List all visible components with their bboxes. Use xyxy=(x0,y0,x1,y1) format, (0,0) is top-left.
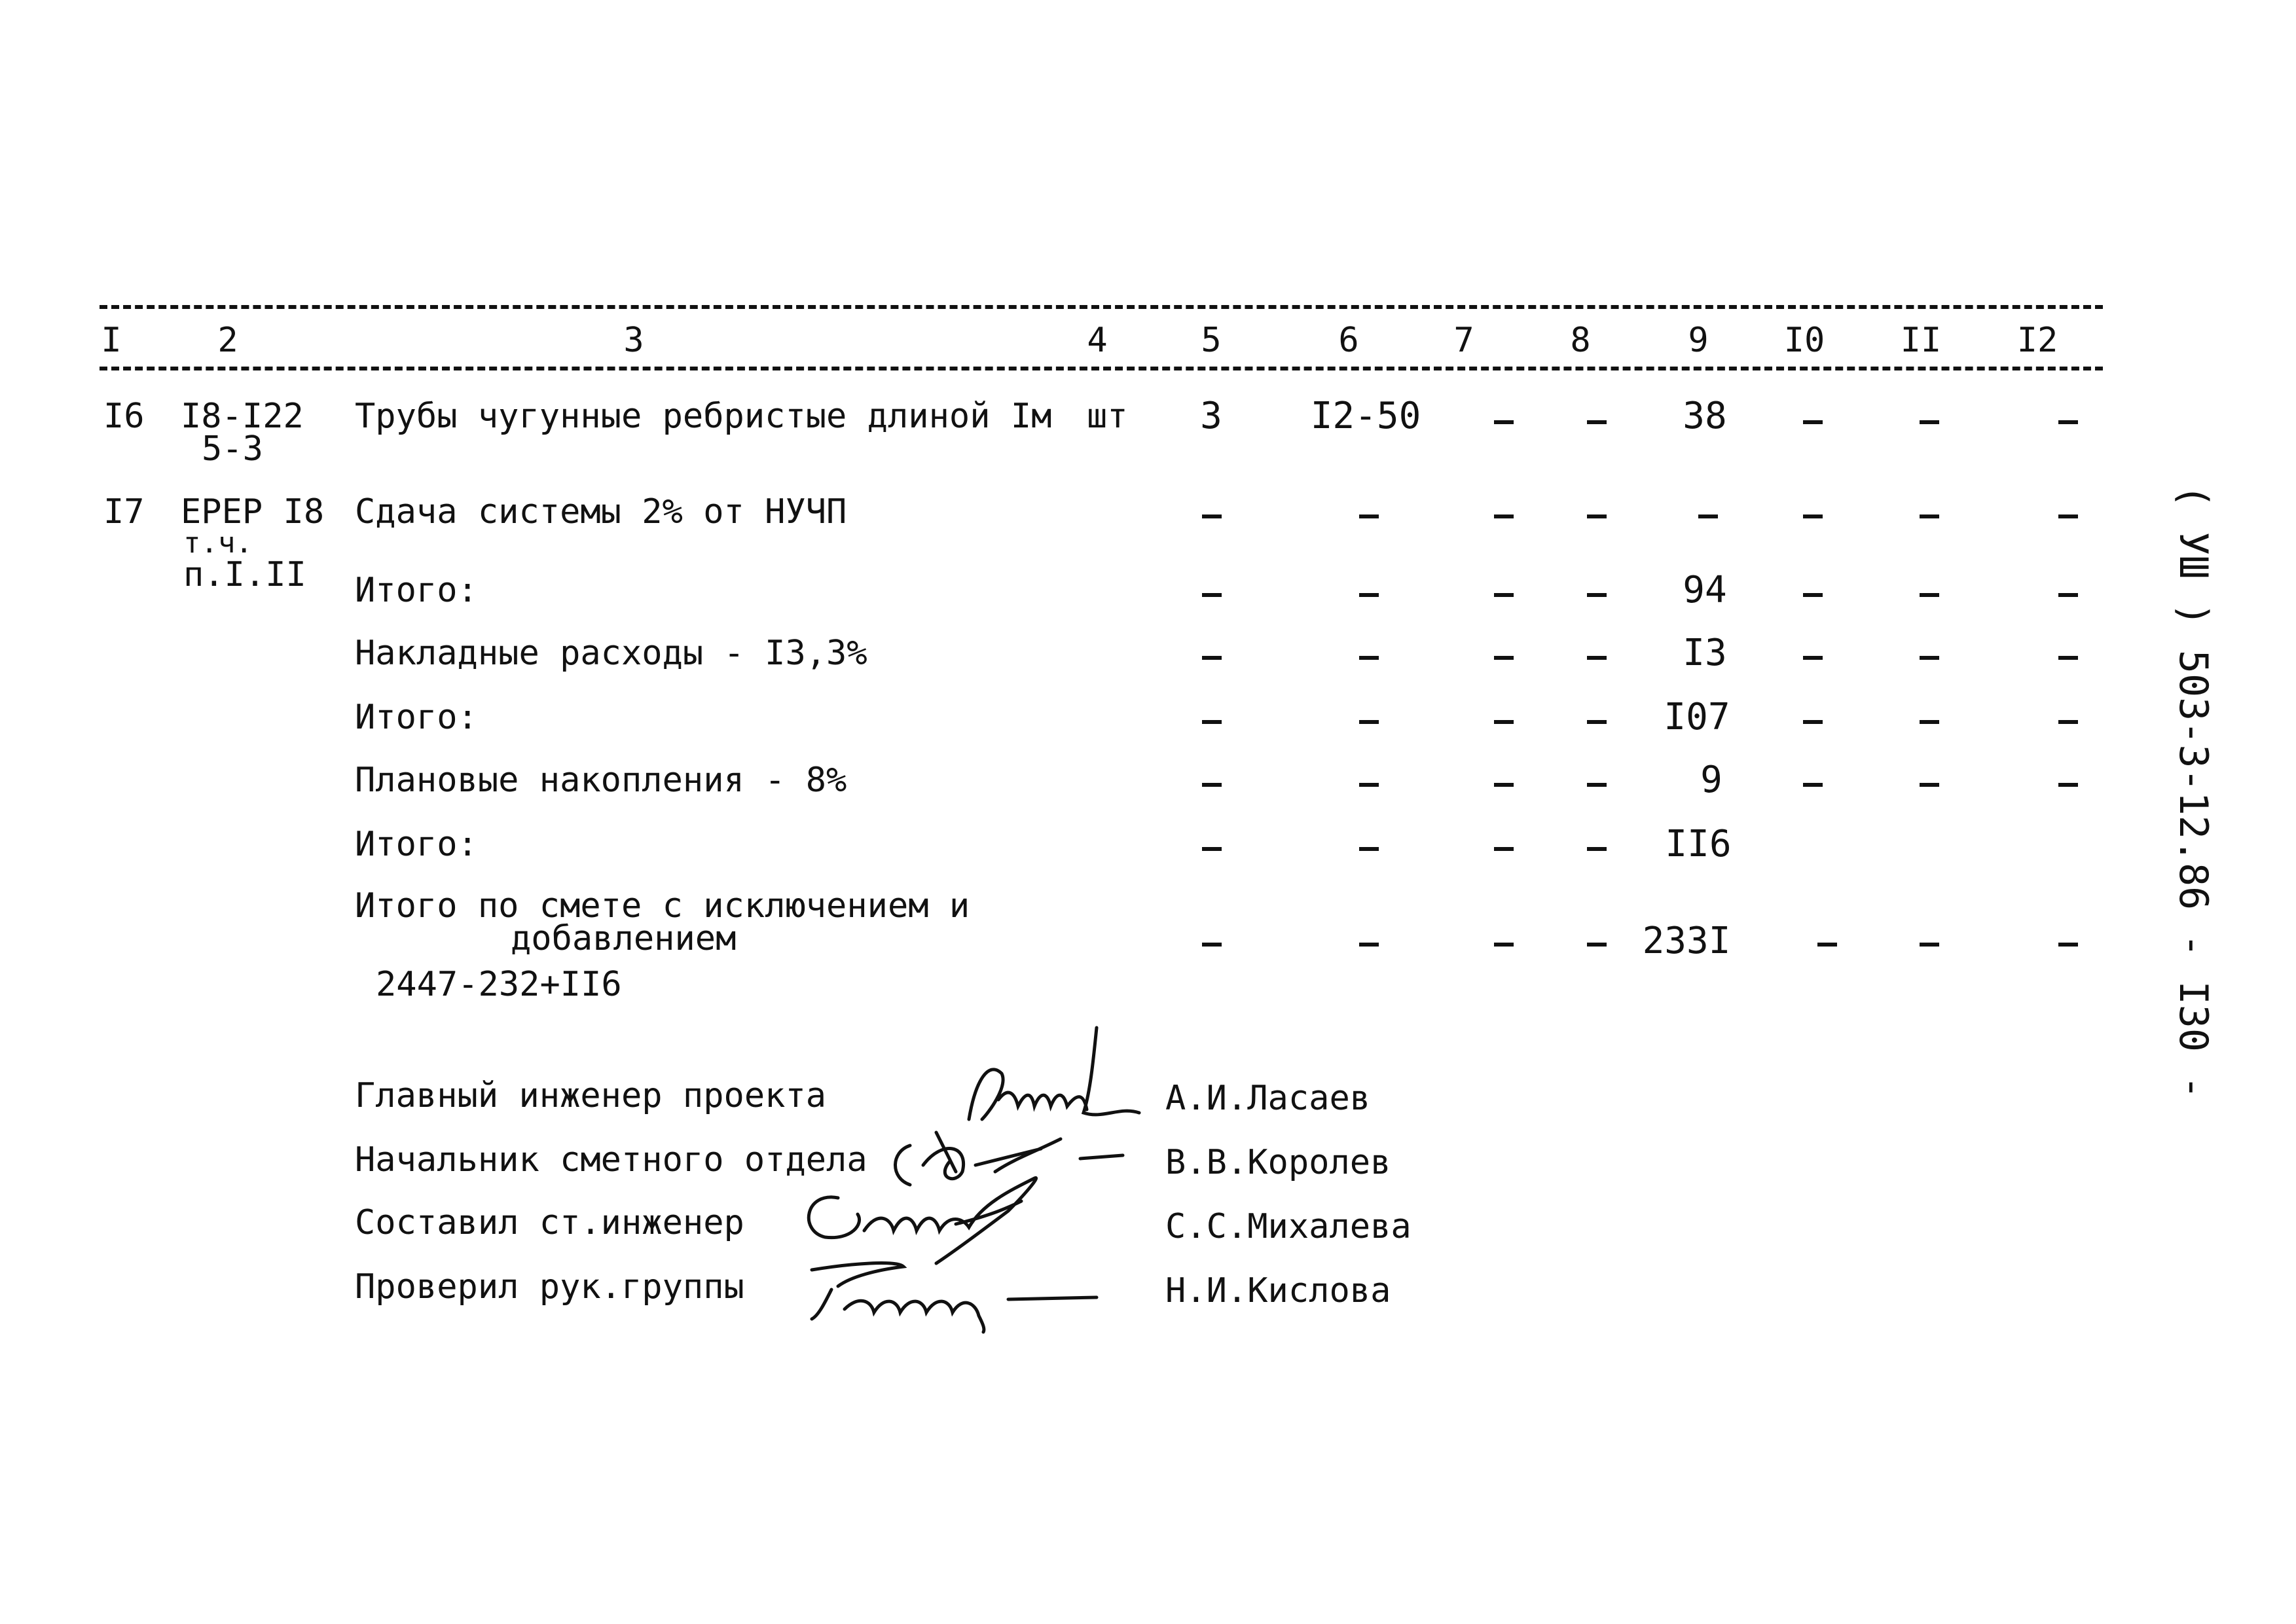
signer-name: Н.И.Кислова xyxy=(1165,1271,1391,1310)
dash-c5 xyxy=(1202,783,1222,787)
dash-c7 xyxy=(1494,656,1514,660)
dash-c8 xyxy=(1587,943,1607,947)
dash-c7 xyxy=(1494,593,1514,597)
summary-value: I07 xyxy=(1664,696,1730,738)
signer-title: Составил ст.инженер xyxy=(355,1203,744,1242)
dash-c5 xyxy=(1202,943,1222,947)
dash-c10 xyxy=(1803,720,1823,724)
signer-title: Проверил рук.группы xyxy=(355,1267,744,1307)
signer-name: В.В.Королев xyxy=(1165,1143,1391,1182)
summary-value: II6 xyxy=(1665,823,1732,865)
summary-value: I3 xyxy=(1683,632,1727,674)
row-name: Трубы чугунные ребристые длиной Iм xyxy=(355,397,1052,436)
header-top-rule xyxy=(100,305,2103,309)
row-code-sub: т.ч. xyxy=(183,526,253,560)
row-code: I8-I22 xyxy=(181,397,304,436)
dash-c12 xyxy=(2058,593,2078,597)
col-header-7: 7 xyxy=(1453,321,1474,360)
dash-c10 xyxy=(1803,656,1823,660)
side-mark xyxy=(2141,484,2246,1100)
dash-c11 xyxy=(1920,720,1939,724)
dash-c7 xyxy=(1494,847,1514,851)
col-header-1: I xyxy=(101,321,122,360)
row-number: I6 xyxy=(103,397,145,436)
col-header-9: 9 xyxy=(1688,321,1709,360)
dash-c5 xyxy=(1202,656,1222,660)
dash-c7 xyxy=(1494,514,1514,518)
total-label: Итого по смете с исключением и xyxy=(355,886,970,926)
row-code-sub2: п.I.II xyxy=(183,555,306,594)
dash-c12 xyxy=(2058,720,2078,724)
dash-c7 xyxy=(1494,720,1514,724)
dash-c11 xyxy=(1920,420,1939,424)
signer-title: Начальник сметного отдела xyxy=(355,1140,867,1180)
dash-c7 xyxy=(1494,943,1514,947)
dash-c5 xyxy=(1202,720,1222,724)
row-qty: 3 xyxy=(1200,395,1222,437)
summary-value: 9 xyxy=(1700,759,1722,801)
dash-c7 xyxy=(1494,420,1514,424)
summary-label: Итого: xyxy=(355,825,478,864)
dash-c6 xyxy=(1359,847,1379,851)
dash-c6 xyxy=(1359,720,1379,724)
dash-c10 xyxy=(1803,593,1823,597)
dash-c8 xyxy=(1587,720,1607,724)
summary-label: Плановые накопления - 8% xyxy=(355,761,847,800)
dash-c5 xyxy=(1202,593,1222,597)
total-value: 233I xyxy=(1642,920,1731,962)
col-header-10: I0 xyxy=(1783,321,1825,360)
signer-name: А.И.Ласаев xyxy=(1165,1079,1371,1118)
dash-c12 xyxy=(2058,420,2078,424)
col-header-6: 6 xyxy=(1338,321,1359,360)
summary-label: Итого: xyxy=(355,698,478,737)
dash-c9 xyxy=(1698,514,1718,518)
dash-c6 xyxy=(1359,593,1379,597)
col-header-8: 8 xyxy=(1570,321,1591,360)
dash-c8 xyxy=(1587,420,1607,424)
col-header-12: I2 xyxy=(2016,321,2058,360)
dash-c5 xyxy=(1202,847,1222,851)
total-label-cont: добавлением xyxy=(511,919,737,958)
signer-title: Главный инженер проекта xyxy=(355,1076,827,1115)
dash-c6 xyxy=(1359,514,1379,518)
dash-c10 xyxy=(1803,514,1823,518)
col-header-11: II xyxy=(1900,321,1942,360)
dash-c11 xyxy=(1920,783,1939,787)
dash-c12 xyxy=(2058,656,2078,660)
dash-c8 xyxy=(1587,847,1607,851)
signature-chief-engineer xyxy=(962,1021,1146,1139)
signature-checked xyxy=(799,1250,1113,1335)
summary-label: Итого: xyxy=(355,571,478,610)
dash-c11 xyxy=(1920,943,1939,947)
summary-value: 94 xyxy=(1683,569,1727,611)
header-bottom-rule xyxy=(100,367,2103,370)
summary-label: Накладные расходы - I3,3% xyxy=(355,634,867,673)
row-code-sub: 5-3 xyxy=(202,429,263,469)
dash-c5 xyxy=(1202,514,1222,518)
row-total: 38 xyxy=(1683,395,1727,437)
dash-c11 xyxy=(1920,656,1939,660)
col-header-2: 2 xyxy=(217,321,238,360)
dash-c11 xyxy=(1920,514,1939,518)
dash-c8 xyxy=(1587,656,1607,660)
dash-c8 xyxy=(1587,514,1607,518)
dash-c6 xyxy=(1359,656,1379,660)
signer-name: С.С.Михалева xyxy=(1165,1207,1412,1246)
row-price: I2-50 xyxy=(1310,395,1421,437)
dash-c10 xyxy=(1803,783,1823,787)
dash-c10 xyxy=(1817,943,1837,947)
dash-c6 xyxy=(1359,783,1379,787)
row-unit: шт xyxy=(1087,397,1128,436)
total-formula: 2447-232+II6 xyxy=(376,965,622,1004)
dash-c11 xyxy=(1920,593,1939,597)
dash-c7 xyxy=(1494,783,1514,787)
side-mark-text: ( УШ ) 503-3-12.86 - I30 - xyxy=(2170,484,2216,1100)
col-header-4: 4 xyxy=(1087,321,1108,360)
dash-c12 xyxy=(2058,783,2078,787)
dash-c12 xyxy=(2058,514,2078,518)
dash-c10 xyxy=(1803,420,1823,424)
col-header-3: 3 xyxy=(623,321,644,360)
dash-c12 xyxy=(2058,943,2078,947)
row-name: Сдача системы 2% от НУЧП xyxy=(355,492,847,532)
row-code: ЕРЕР I8 xyxy=(181,492,325,532)
dash-c6 xyxy=(1359,943,1379,947)
row-number: I7 xyxy=(103,492,145,532)
dash-c8 xyxy=(1587,783,1607,787)
col-header-5: 5 xyxy=(1201,321,1222,360)
dash-c8 xyxy=(1587,593,1607,597)
